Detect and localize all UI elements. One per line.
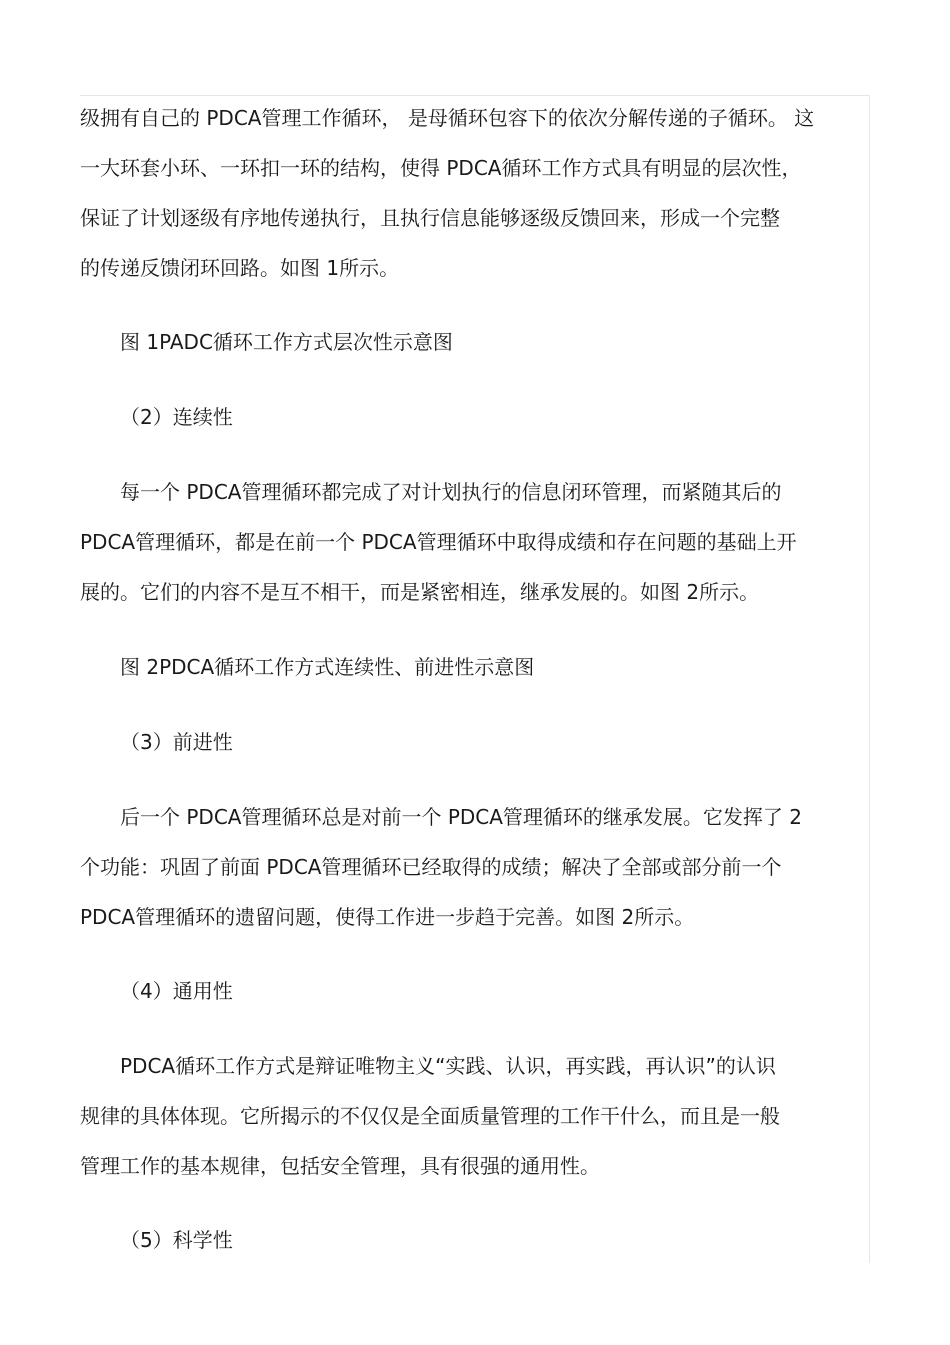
- paragraph-line: PDCA管理循环的遗留问题，使得工作进一步趋于完善。如图 2所示。: [80, 905, 695, 929]
- paragraph-line: PDCA管理循环，都是在前一个 PDCA管理循环中取得成绩和存在问题的基础上开: [80, 530, 797, 554]
- paragraph-line: 展的。它们的内容不是互不相干，而是紧密相连，继承发展的。如图 2所示。: [80, 580, 760, 604]
- section-heading: （4）通用性: [120, 979, 233, 1003]
- paragraph-line: 管理工作的基本规律，包括安全管理，具有很强的通用性。: [80, 1154, 600, 1178]
- paragraph-line: 个功能：巩固了前面 PDCA管理循环已经取得的成绩；解决了全部或部分前一个: [80, 855, 782, 879]
- section-heading: （3）前进性: [120, 730, 233, 754]
- paragraph-line: 的传递反馈闭环回路。如图 1所示。: [80, 256, 400, 280]
- page-border-right: [869, 95, 870, 1263]
- paragraph-line: 规律的具体体现。它所揭示的不仅仅是全面质量管理的工作干什么，而且是一般: [80, 1104, 780, 1128]
- section-heading: （5）科学性: [120, 1228, 233, 1252]
- paragraph-line: 级拥有自己的 PDCA管理工作循环， 是母循环包容下的依次分解传递的子循环。 这: [80, 106, 815, 130]
- paragraph-line: PDCA循环工作方式是辩证唯物主义“实践、认识，再实践，再认识”的认识: [120, 1054, 776, 1078]
- section-heading: （2）连续性: [120, 405, 233, 429]
- paragraph-line: 保证了计划逐级有序地传递执行，且执行信息能够逐级反馈回来，形成一个完整: [80, 206, 780, 230]
- figure-caption: 图 2PDCA循环工作方式连续性、前进性示意图: [120, 655, 535, 679]
- paragraph-line: 一大环套小环、一环扣一环的结构，使得 PDCA循环工作方式具有明显的层次性，: [80, 156, 802, 180]
- figure-caption: 图 1PADC循环工作方式层次性示意图: [120, 330, 453, 354]
- page-border-top: [80, 95, 870, 96]
- paragraph-line: 后一个 PDCA管理循环总是对前一个 PDCA管理循环的继承发展。它发挥了 2: [120, 805, 803, 829]
- paragraph-line: 每一个 PDCA管理循环都完成了对计划执行的信息闭环管理，而紧随其后的: [120, 480, 782, 504]
